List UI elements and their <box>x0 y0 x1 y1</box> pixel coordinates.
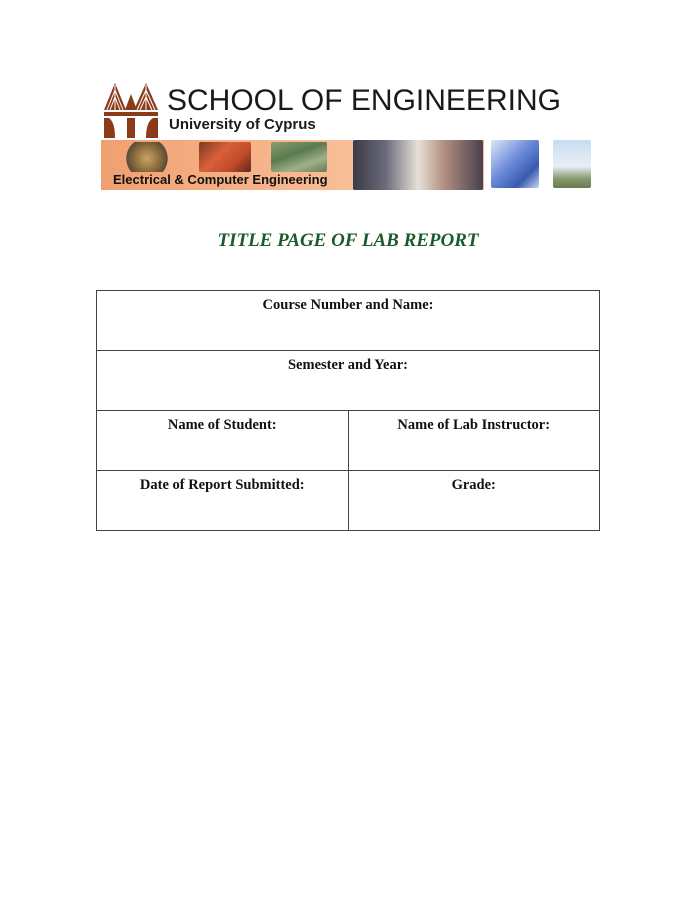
semester-label: Semester and Year: <box>287 357 408 373</box>
instructor-label: Name of Lab Instructor: <box>397 417 551 433</box>
date-label: Date of Report Submitted: <box>139 477 305 493</box>
student-name-field[interactable] <box>97 411 349 471</box>
instructor-name-field[interactable] <box>348 411 600 471</box>
form-row-semester <box>97 351 600 411</box>
semester-field[interactable] <box>97 351 600 411</box>
photo-strip <box>101 140 591 190</box>
cypress-trees-logo-icon <box>101 80 161 138</box>
header-banner <box>101 80 591 190</box>
satellite-dish-photo <box>553 140 591 188</box>
lab-equipment-photo <box>199 142 251 172</box>
form-row-date-grade <box>97 471 600 531</box>
grade-field[interactable] <box>348 471 600 531</box>
wafer-photo <box>123 142 171 172</box>
form-row-names <box>97 411 600 471</box>
robot-arm-photo <box>353 140 483 190</box>
course-field[interactable] <box>97 291 600 351</box>
document-title: TITLE PAGE OF LAB REPORT <box>217 230 479 251</box>
date-submitted-field[interactable] <box>97 471 349 531</box>
course-label: Course Number and Name: <box>262 297 434 313</box>
grade-label: Grade: <box>451 477 496 493</box>
university-name: University of Cyprus <box>169 116 316 133</box>
department-name: Electrical & Computer Engineering <box>113 172 328 187</box>
form-row-course <box>97 291 600 351</box>
mobile-phone-photo <box>491 140 539 188</box>
school-name: SCHOOL OF ENGINEERING <box>167 84 561 117</box>
lab-report-form <box>96 290 600 531</box>
student-label: Name of Student: <box>167 417 277 433</box>
circuit-board-photo <box>271 142 327 172</box>
